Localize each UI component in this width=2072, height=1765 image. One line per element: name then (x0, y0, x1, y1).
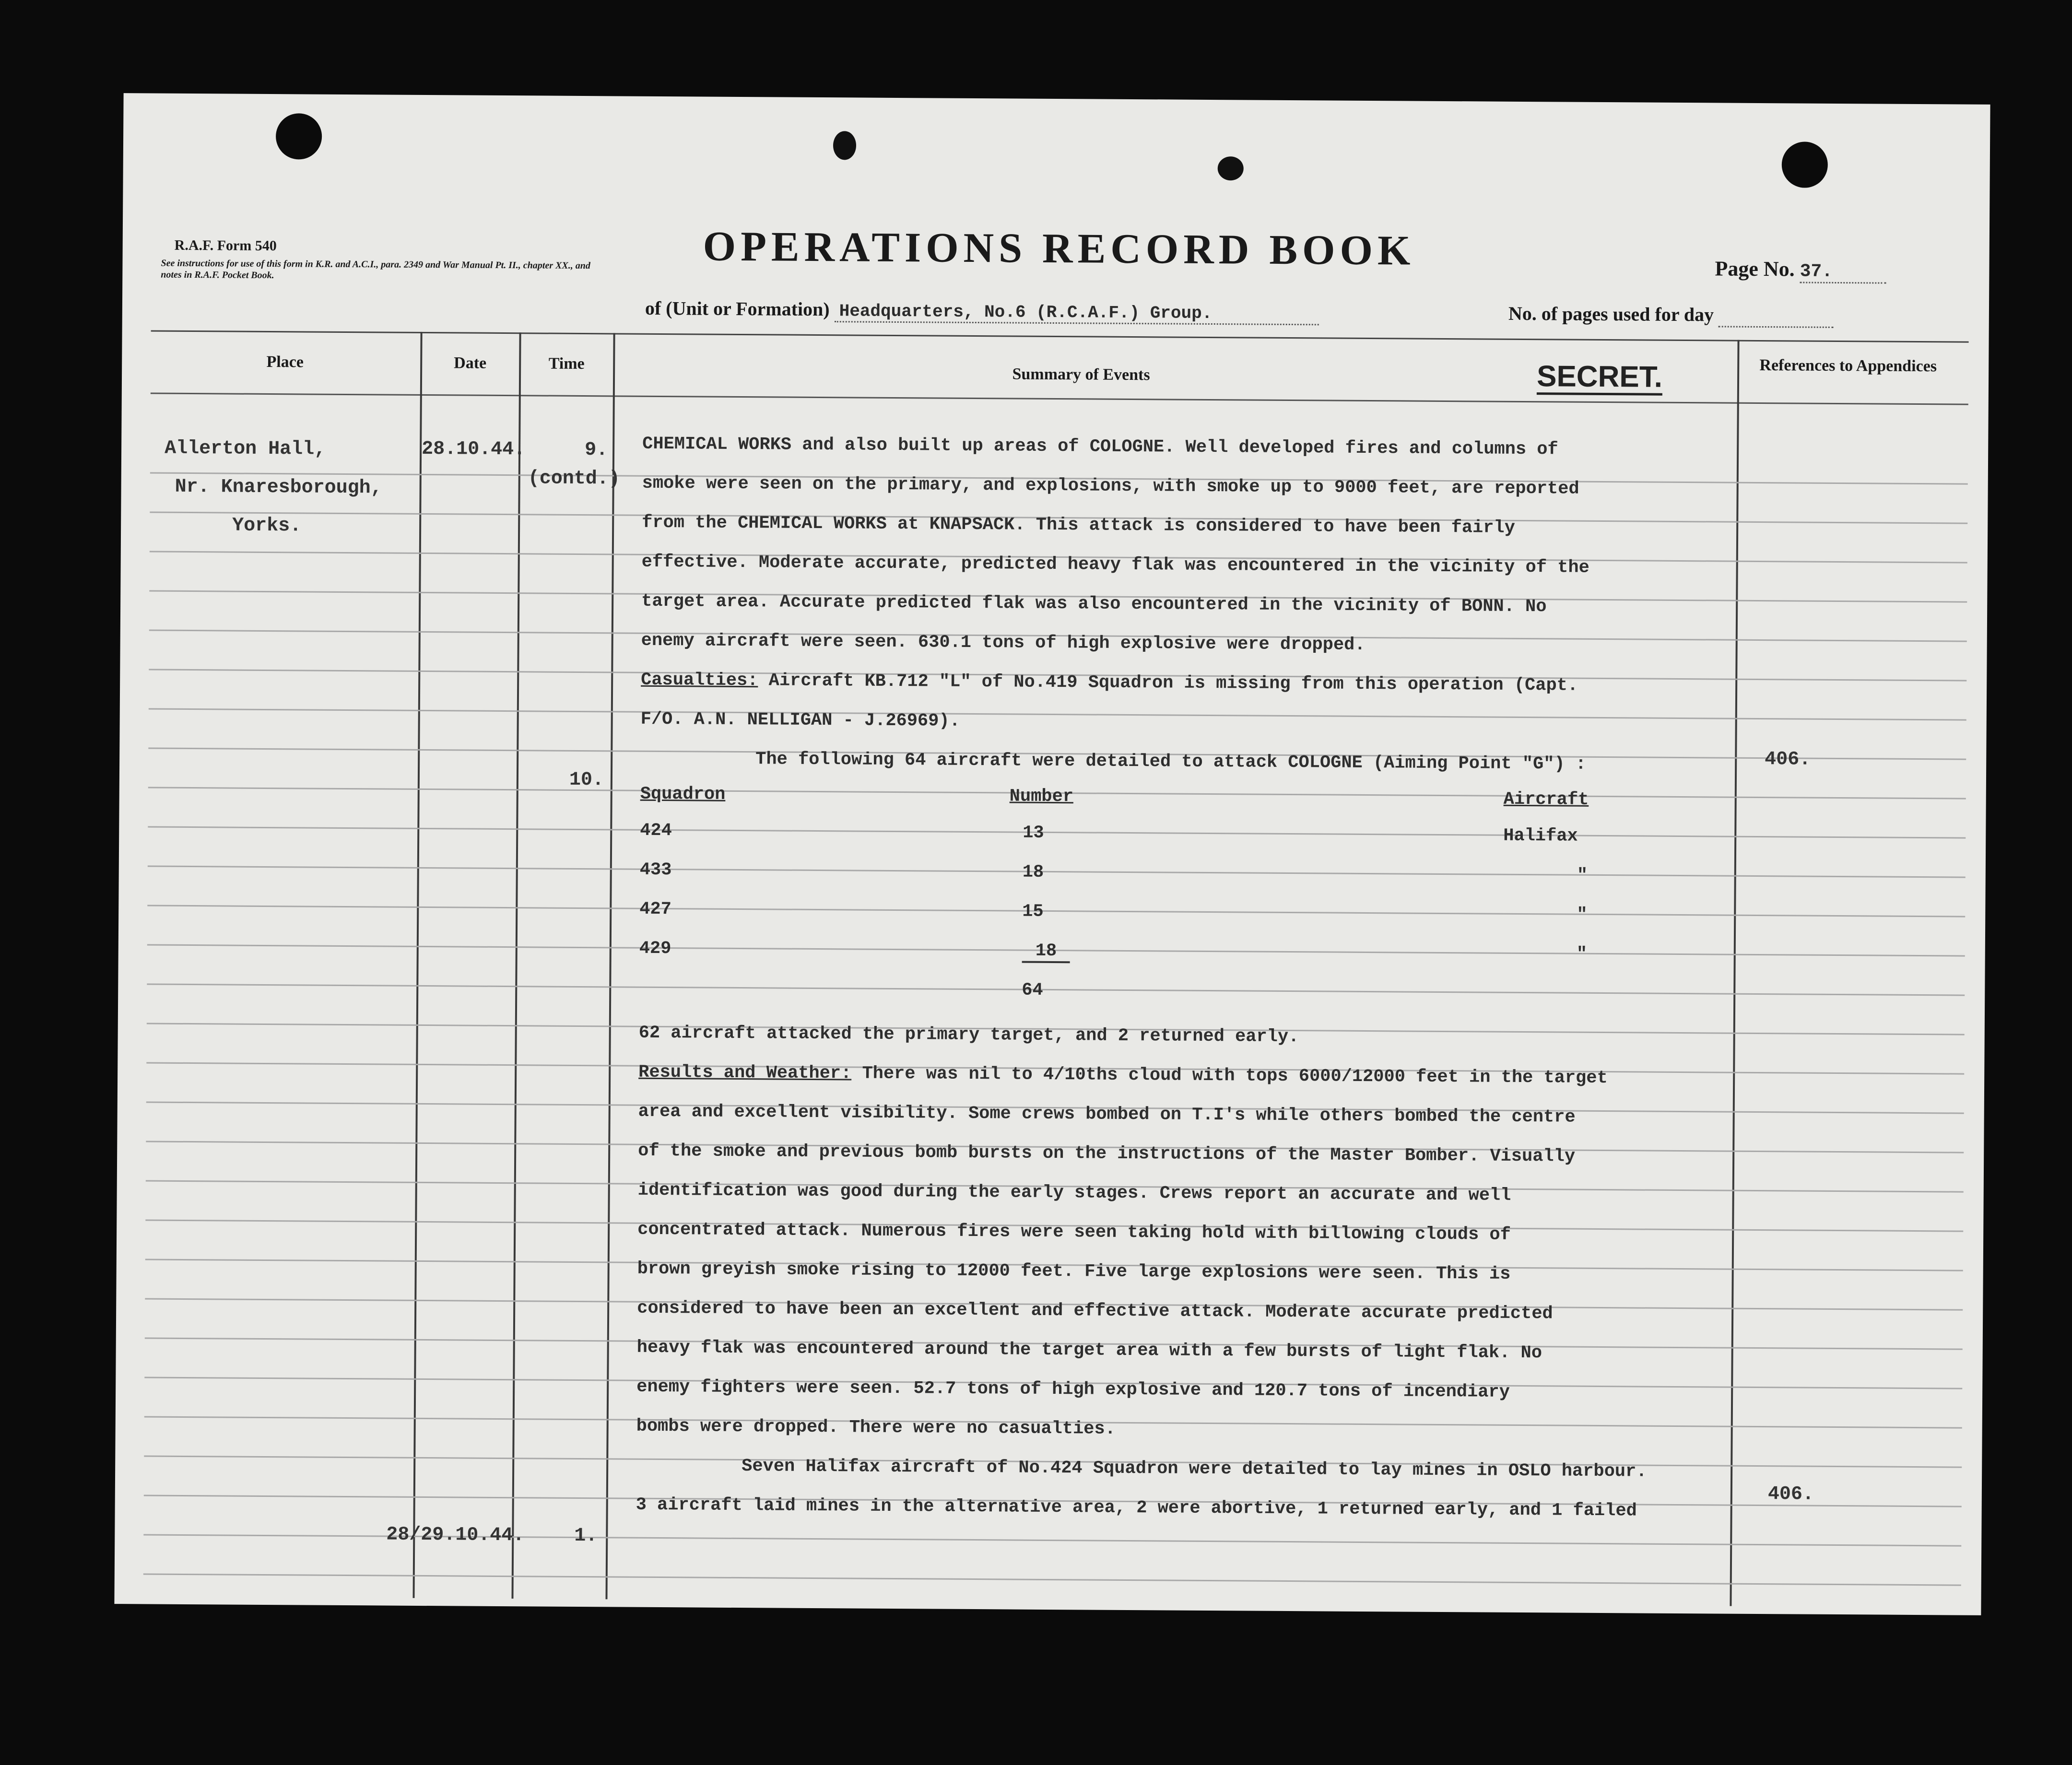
summary-line: from the CHEMICAL WORKS at KNAPSACK. This attack is considered to have been fairly (642, 512, 1516, 538)
page-number-value: 37. (1800, 261, 1886, 283)
table-header-squadron: Squadron (640, 784, 726, 805)
table-header-aircraft: Aircraft (1503, 789, 1589, 810)
summary-line: of the smoke and previous bomb bursts on the instructions of the Master Bomber. Visually (638, 1141, 1576, 1167)
results-text: There was nil to 4/10ths cloud with tops 6000/12000 feet in the target (862, 1063, 1608, 1089)
unit-label: of (Unit or Formation) (645, 297, 830, 320)
table-cell-number: 13 (1023, 823, 1044, 843)
page-title: OPERATIONS RECORD BOOK (703, 223, 1415, 274)
column-header-date: Date (454, 354, 487, 372)
summary-line: target area. Accurate predicted flak was also encountered in the vicinity of BONN. No (641, 591, 1547, 617)
summary-line: heavy flak was encountered around the target area with a few bursts of light flak. No (636, 1337, 1542, 1364)
table-cell-squadron: 429 (639, 938, 671, 959)
results-heading: Results and Weather: (638, 1062, 852, 1084)
ruled-line (149, 708, 1966, 720)
pages-used-field (1508, 302, 1834, 328)
date-entry: 28/29.10.44. (386, 1524, 525, 1547)
unit-field (645, 297, 1319, 326)
ruled-line (147, 905, 1965, 917)
table-total: 64 (1022, 980, 1043, 1000)
place-line-1: Allerton Hall, (164, 437, 326, 460)
table-cell-squadron: 433 (639, 859, 672, 881)
ruled-line (147, 983, 1965, 996)
summary-line: concentrated attack. Numerous fires were seen taking hold with billowing clouds of (637, 1219, 1511, 1245)
header-rule-bottom (151, 392, 1968, 405)
page-number (1715, 256, 1886, 283)
summary-line: The following 64 aircraft were detailed to attack COLOGNE (Aiming Point "G") : (755, 749, 1587, 775)
ink-blot (833, 131, 856, 160)
summary-line: area and excellent visibility. Some crews bombed on T.I's while others bombed the centre (638, 1101, 1576, 1128)
ruled-line (143, 1573, 1961, 1586)
summary-line: brown greyish smoke rising to 12000 feet. Five large explosions were seen. This is (637, 1259, 1511, 1284)
punch-hole-right (1782, 141, 1828, 188)
column-header-references: References to Appendices (1759, 356, 1937, 376)
column-header-time: Time (548, 354, 585, 373)
table-cell-number: 18 (1022, 862, 1044, 882)
unit-value: Headquarters, No.6 (R.C.A.F.) Group. (835, 301, 1319, 325)
time-entry: 9. (584, 439, 608, 461)
column-header-place: Place (266, 353, 304, 371)
summary-line: CHEMICAL WORKS and also built up areas of COLOGNE. Well developed fires and columns of (642, 434, 1558, 460)
divider-date-time (511, 332, 521, 1599)
place-line-3: Yorks. (232, 515, 302, 537)
secret-stamp: SECRET. (1537, 361, 1662, 396)
table-cell-squadron: 424 (640, 820, 672, 841)
column-header-summary: Summary of Events (1012, 365, 1150, 384)
time-entry: 10. (569, 769, 604, 791)
table-cell-aircraft: " (1576, 944, 1588, 965)
casualties-text: Aircraft KB.712 "L" of No.419 Squadron is missing from this operation (Capt. (768, 671, 1578, 696)
appendix-reference: 406. (1765, 749, 1811, 771)
record-sheet (114, 93, 1990, 1615)
summary-line: effective. Moderate accurate, predicted heavy flak was encountered in the vicinity of the (641, 552, 1589, 578)
summary-line: considered to have been an excellent and effective attack. Moderate accurate predicted (637, 1298, 1553, 1324)
summary-line (638, 1062, 1608, 1088)
table-cell-aircraft: " (1577, 905, 1588, 925)
summary-line: identification was good during the early stages. Crews report an accurate and well (637, 1180, 1511, 1206)
summary-line: F/O. A.N. NELLIGAN - J.26969). (640, 709, 960, 731)
table-cell-aircraft: " (1577, 865, 1588, 886)
page-number-label: Page No. (1715, 257, 1795, 281)
table-header-number: Number (1009, 786, 1074, 807)
appendix-reference: 406. (1767, 1483, 1814, 1506)
table-cell-aircraft: Halifax (1503, 825, 1578, 847)
form-instructions: See instructions for use of this form in K.R. and A.C.I., para. 2349 and War Manual Pt. II., chapter XX., and notes in R.A.F. Pocket Book. (161, 258, 590, 281)
ruled-lines (124, 93, 1990, 105)
place-line-2: Nr. Knaresborough, (175, 476, 382, 499)
summary-line (641, 670, 1578, 696)
summary-line: 3 aircraft laid mines in the alternative area, 2 were abortive, 1 returned early, and 1 failed (636, 1494, 1637, 1521)
pages-used-label: No. of pages used for day (1508, 302, 1714, 326)
divider-summary-references (1730, 340, 1739, 1606)
ruled-line (148, 826, 1966, 838)
table-cell-squadron: 427 (639, 899, 672, 920)
date-entry: 28.10.44. (421, 438, 526, 461)
header-rule-top (151, 330, 1969, 342)
form-number: R.A.F. Form 540 (174, 237, 277, 254)
ruled-line (148, 865, 1966, 878)
time-entry-note: (contd.) (528, 468, 620, 490)
divider-place-date (413, 332, 423, 1598)
casualties-heading: Casualties: (641, 670, 758, 691)
summary-line: enemy fighters were seen. 52.7 tons of high explosive and 120.7 tons of incendiary (636, 1377, 1510, 1402)
table-cell-number: 15 (1022, 901, 1044, 922)
ink-blot (1218, 156, 1244, 180)
table-cell-number: 18 (1022, 941, 1071, 964)
summary-line: bombs were dropped. There were no casualties. (636, 1416, 1116, 1439)
summary-line: smoke were seen on the primary, and explosions, with smoke up to 9000 feet, are reported (642, 473, 1579, 499)
summary-line: 62 aircraft attacked the primary target, and 2 returned early. (638, 1023, 1299, 1047)
time-entry: 1. (574, 1525, 598, 1547)
summary-line: Seven Halifax aircraft of No.424 Squadron were detailed to lay mines in OSLO harbour. (742, 1456, 1647, 1482)
pages-used-value (1719, 303, 1834, 328)
divider-time-summary (605, 333, 615, 1599)
punch-hole-left (276, 113, 322, 160)
summary-line: enemy aircraft were seen. 630.1 tons of high explosive were dropped. (641, 630, 1366, 655)
